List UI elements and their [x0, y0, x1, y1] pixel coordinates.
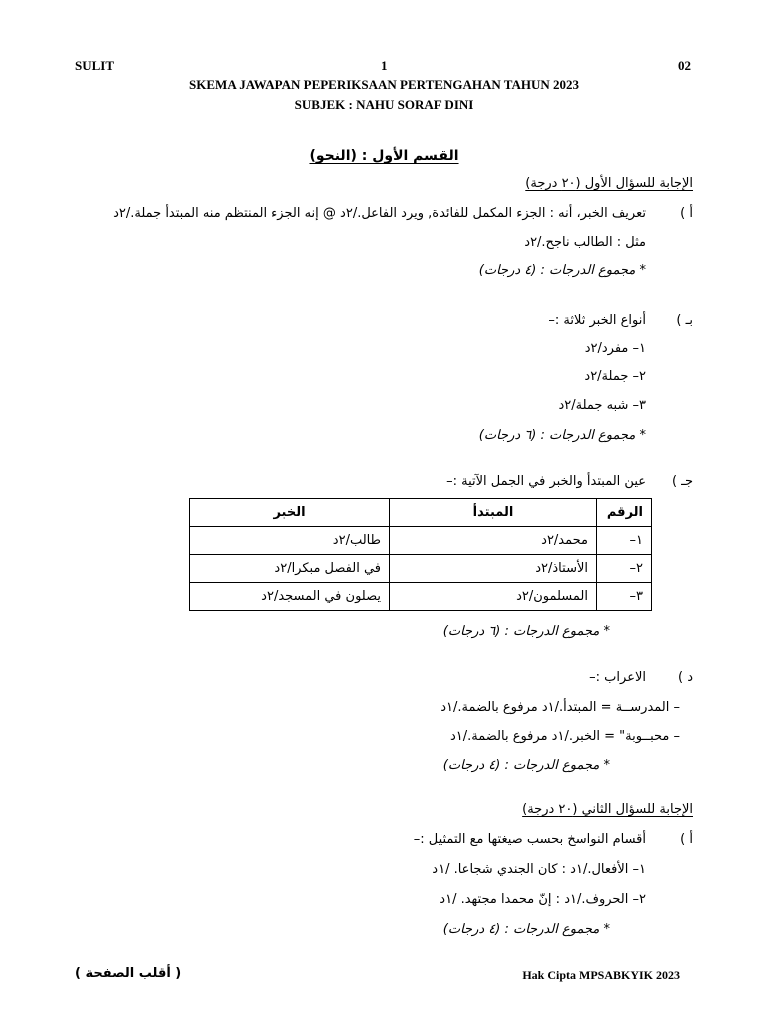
- table-cell: المسلمون/٢د: [390, 583, 597, 611]
- header-sulit: SULIT: [75, 58, 115, 73]
- q1c-total: * مجموع الدرجات : (٦ درجات): [442, 624, 610, 639]
- q1a-definition: تعريف الخبر، أنه : الجزء المكمل للفائدة, ويرد الفاعل./٢د @ إنه الجزء المنتظم منه المبتدأ جملة./٢د: [113, 206, 646, 221]
- table-header-row: [190, 499, 652, 527]
- page-number: 1: [381, 58, 388, 73]
- table-header-number: الرقم: [597, 499, 652, 527]
- q1b-item: ٣– شبه جملة/٢د: [558, 398, 646, 413]
- q2a-total: * مجموع الدرجات : (٤ درجات): [442, 922, 610, 937]
- table-cell: يصلون في المسجد/٢د: [190, 583, 390, 611]
- q1c-label: جـ ): [671, 474, 693, 489]
- q1d-item: – محبــوبة" = الخبر./١د مرفوع بالضمة./١د: [449, 729, 680, 744]
- section-title: القسم الأول : (النحو): [309, 148, 459, 164]
- q1b-item: ١– مفرد/٢د: [584, 341, 646, 356]
- q1d-item: – المدرســة = المبتدأ./١د مرفوع بالضمة./١د: [440, 700, 680, 715]
- q2a-item: ١– الأفعال./١د : كان الجندي شجاعا. /١د: [432, 862, 646, 877]
- q1d-label: د ): [678, 670, 693, 685]
- q1d-total: * مجموع الدرجات : (٤ درجات): [442, 758, 610, 773]
- q1-heading: الإجابة للسؤال الأول (٢٠ درجة): [525, 176, 693, 191]
- q1b-intro: أنواع الخبر ثلاثة :–: [548, 313, 646, 328]
- table-cell: طالب/٢د: [190, 527, 390, 555]
- header-code: 02: [678, 58, 691, 73]
- subject-line: SUBJEK : NAHU SORAF DINI: [294, 97, 474, 112]
- q2a-item: ٢– الحروف./١د : إنّ محمدا مجتهد. /١د: [439, 892, 646, 907]
- table-header-mubtada: المبتدأ: [390, 499, 597, 527]
- q1b-total: * مجموع الدرجات : (٦ درجات): [478, 428, 646, 443]
- q1a-example: مثل : الطالب ناجح./٢د: [524, 235, 646, 250]
- q2a-intro: أقسام النواسخ بحسب صيغتها مع التمثيل :–: [413, 832, 646, 847]
- copyright: Hak Cipta MPSABKYIK 2023: [522, 968, 680, 982]
- mubtada-khabar-table: [189, 498, 652, 611]
- document-title: SKEMA JAWAPAN PEPERIKSAAN PERTENGAHAN TAHUN 2023: [189, 77, 579, 92]
- q1b-label: بـ ): [676, 313, 693, 328]
- q1a-total: * مجموع الدرجات : (٤ درجات): [478, 263, 646, 278]
- table-cell: محمد/٢د: [390, 527, 597, 555]
- table-cell: ١–: [597, 527, 652, 555]
- table-row: [190, 527, 652, 555]
- table-header-khabar: الخبر: [190, 499, 390, 527]
- q2-heading: الإجابة للسؤال الثاني (٢٠ درجة): [522, 802, 693, 817]
- table-row: [190, 555, 652, 583]
- q1b-item: ٢– جملة/٢د: [584, 369, 646, 384]
- table-cell: الأستاذ/٢د: [390, 555, 597, 583]
- table-cell: ٢–: [597, 555, 652, 583]
- q1a-label: أ ): [680, 206, 693, 221]
- turn-page-note: ( أقلب الصفحة ): [75, 966, 182, 981]
- table-cell: ٣–: [597, 583, 652, 611]
- q1d-intro: الاعراب :–: [589, 670, 646, 685]
- q2a-label: أ ): [680, 832, 693, 847]
- table-row: [190, 583, 652, 611]
- q1c-intro: عين المبتدأ والخبر في الجمل الآتية :–: [446, 474, 646, 489]
- table-cell: في الفصل مبكرا/٢د: [190, 555, 390, 583]
